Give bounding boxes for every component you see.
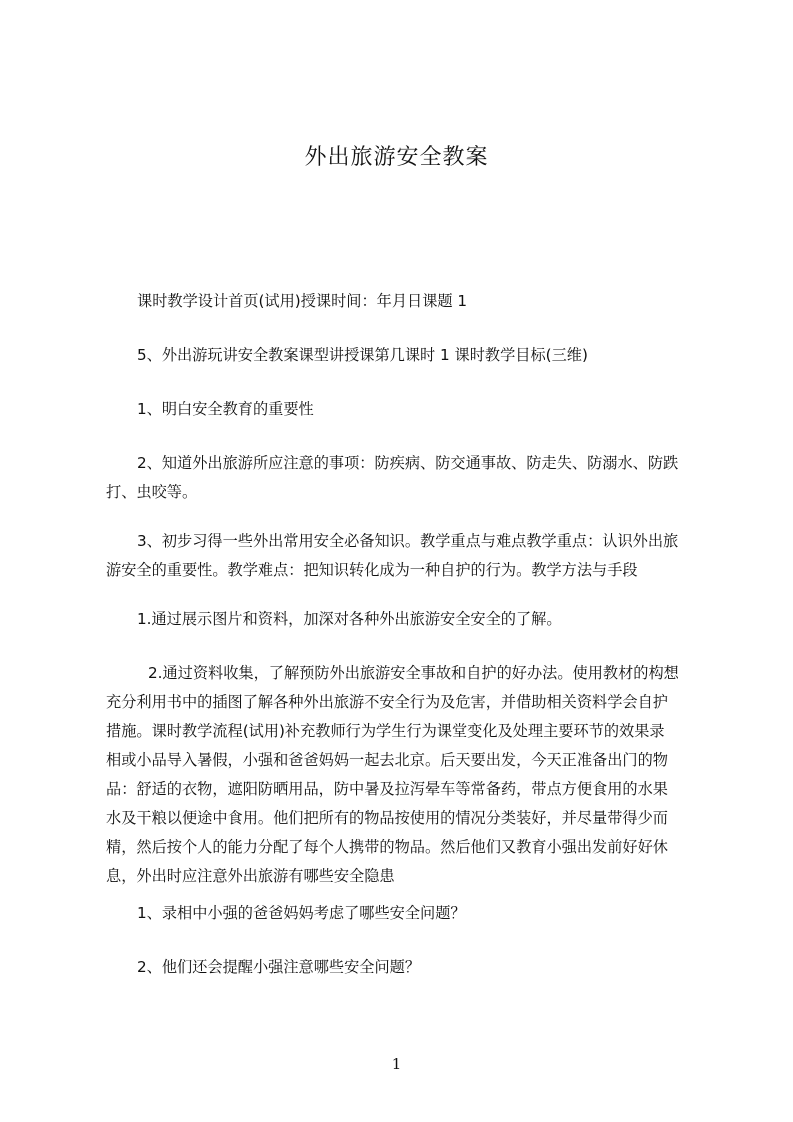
paragraph-line: 3、初步习得一些外出常用安全必备知识。教学重点与难点教学重点：认识外出旅 [137, 532, 679, 550]
paragraph-lesson-header: 课时教学设计首页(试用)授课时间：年月日课题 1 [137, 292, 468, 310]
paragraph-line: 打、虫咬等。 [106, 483, 198, 501]
paragraph-question-2: 2、他们还会提醒小强注意哪些安全问题？ [137, 958, 421, 976]
paragraph-line: 充分利用书中的插图了解各种外出旅游不安全行为及危害，并借助相关资料学会自护 [106, 693, 668, 711]
paragraph-method-2 [106, 659, 679, 891]
paragraph-objective-1: 1、明白安全教育的重要性 [137, 400, 314, 418]
paragraph-lesson-info: 5、外出游玩讲安全教案课型讲授课第几课时 1 课时教学目标(三维) [137, 346, 588, 364]
paragraph-line: 品：舒适的衣物，遮阳防晒用品，防中暑及拉泻晕车等常备药，带点方便食用的水果 [106, 780, 668, 798]
paragraph-line: 游安全的重要性。教学难点：把知识转化成为一种自护的行为。教学方法与手段 [106, 561, 638, 579]
paragraph-objective-3 [106, 527, 678, 585]
document-title: 外出旅游安全教案 [304, 145, 489, 170]
page-number: 1 [391, 1055, 402, 1073]
paragraph-line: 2.通过资料收集，了解预防外出旅游安全事故和自护的好办法。使用教材的构想 [148, 664, 679, 682]
paragraph-line: 相或小品导入暑假，小强和爸爸妈妈一起去北京。后天要出发，今天正准备出门的物 [106, 751, 668, 769]
paragraph-line: 息，外出时应注意外出旅游有哪些安全隐患 [106, 867, 395, 885]
paragraph-line: 精，然后按个人的能力分配了每个人携带的物品。然后他们又教育小强出发前好好休 [106, 838, 668, 856]
paragraph-line: 水及干粮以便途中食用。他们把所有的物品按使用的情况分类装好，并尽量带得少而 [106, 809, 668, 827]
paragraph-line: 2、知道外出旅游所应注意的事项：防疾病、防交通事故、防走失、防溺水、防跌 [137, 454, 679, 472]
paragraph-line: 措施。课时教学流程(试用)补充教师行为学生行为课堂变化及处理主要环节的效果录 [106, 722, 665, 740]
paragraph-question-1: 1、录相中小强的爸爸妈妈考虑了哪些安全问题？ [137, 904, 466, 922]
paragraph-method-1: 1.通过展示图片和资料，加深对各种外出旅游安全安全的了解。 [137, 610, 562, 628]
paragraph-objective-2 [106, 449, 678, 507]
